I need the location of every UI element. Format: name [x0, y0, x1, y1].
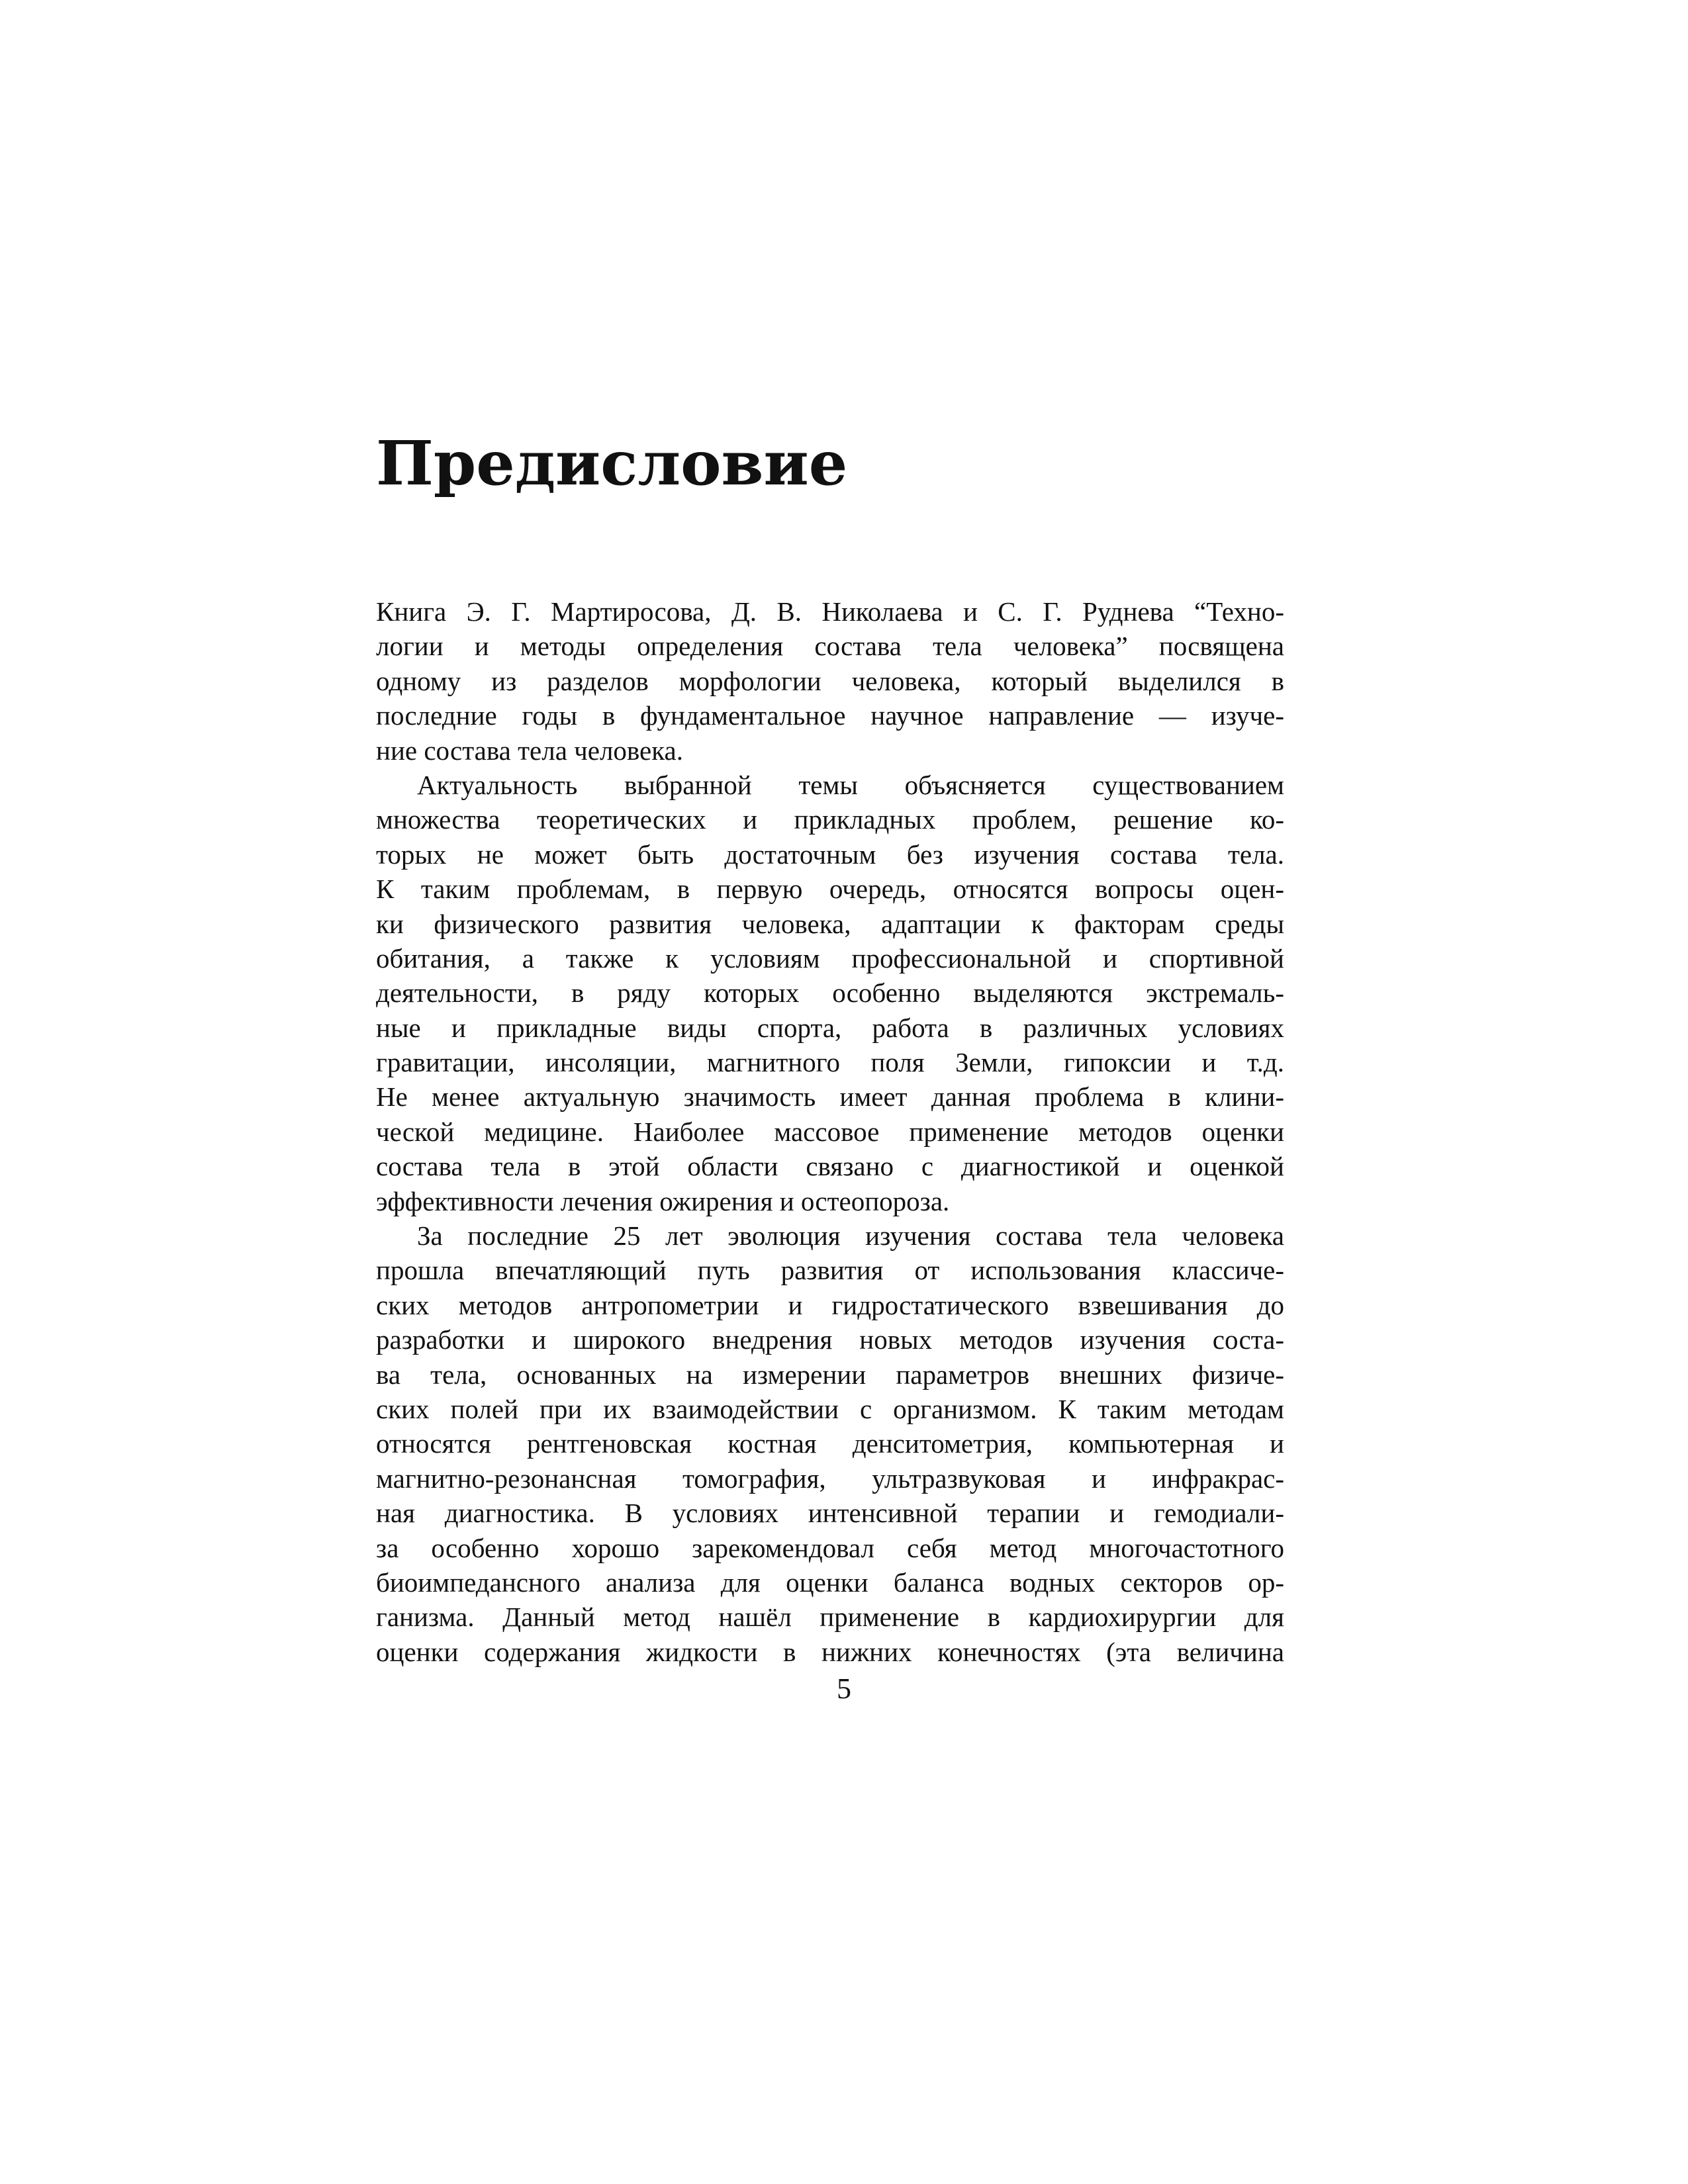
text-line: Книга Э. Г. Мартиросова, Д. В. Николаева и С. Г. Руднева “Техно- [376, 596, 1284, 627]
text-line: биоимпедансного анализа для оценки баланса водных секторов ор- [376, 1567, 1284, 1598]
body-text [376, 594, 1284, 1669]
text-line: ная диагностика. В условиях интенсивной терапии и гемодиали- [376, 1498, 1284, 1529]
text-line: К таким проблемам, в первую очередь, относятся вопросы оцен- [376, 874, 1284, 905]
paragraph [376, 768, 1284, 1218]
text-line: последние годы в фундаментальное научное направление — изуче- [376, 700, 1284, 731]
text-line: ческой медицине. Наиболее массовое применение методов оценки [376, 1116, 1284, 1147]
text-line: Актуальность выбранной темы объясняется существованием [417, 769, 1284, 800]
paragraph [376, 1218, 1284, 1669]
text-line: гравитации, инсоляции, магнитного поля Земли, гипоксии и т.д. [376, 1047, 1284, 1078]
text-line: ских методов антропометрии и гидростатического взвешивания до [376, 1289, 1284, 1320]
text-line: деятельности, в ряду которых особенно выделяются экстремаль- [376, 978, 1284, 1009]
text-line: оценки содержания жидкости в нижних конечностях (эта величина [376, 1636, 1284, 1667]
text-line: торых не может быть достаточным без изучения состава тела. [376, 839, 1284, 870]
paragraph [376, 594, 1284, 768]
text-line: Не менее актуальную значимость имеет данная проблема в клини- [376, 1081, 1284, 1113]
text-line: ских полей при их взаимодействии с организмом. К таким методам [376, 1393, 1284, 1424]
text-line: состава тела в этой области связано с диагностикой и оценкой [376, 1151, 1284, 1182]
text-line: ные и прикладные виды спорта, работа в различных условиях [376, 1012, 1284, 1043]
text-line: магнитно-резонансная томография, ультразвуковая и инфракрас- [376, 1463, 1284, 1494]
text-line: За последние 25 лет эволюция изучения состава тела человека [417, 1220, 1284, 1251]
text-line: множества теоретических и прикладных проблем, решение ко- [376, 804, 1284, 835]
text-line: ва тела, основанных на измерении параметров внешних физиче- [376, 1359, 1284, 1390]
text-line: логии и методы определения состава тела человека” посвящена [376, 631, 1284, 662]
text-line: одному из разделов морфологии человека, который выделился в [376, 665, 1284, 696]
text-line: эффективности лечения ожирения и остеопороза. [376, 1185, 950, 1216]
text-line: обитания, а также к условиям профессиональной и спортивной [376, 942, 1284, 974]
text-line: ганизма. Данный метод нашёл применение в кардиохирургии для [376, 1602, 1284, 1633]
text-line: относятся рентгеновская костная денситометрия, компьютерная и [376, 1428, 1284, 1459]
text-line: ние состава тела человека. [376, 735, 683, 766]
chapter-title: Предисловие [376, 428, 848, 499]
text-line: прошла впечатляющий путь развития от использования классиче- [376, 1255, 1284, 1286]
text-line: за особенно хорошо зарекомендовал себя метод многочастотного [376, 1532, 1284, 1563]
text-line: разработки и широкого внедрения новых методов изучения соста- [376, 1324, 1284, 1355]
text-line: ки физического развития человека, адаптации к факторам среды [376, 908, 1284, 939]
page-number: 5 [837, 1672, 851, 1705]
